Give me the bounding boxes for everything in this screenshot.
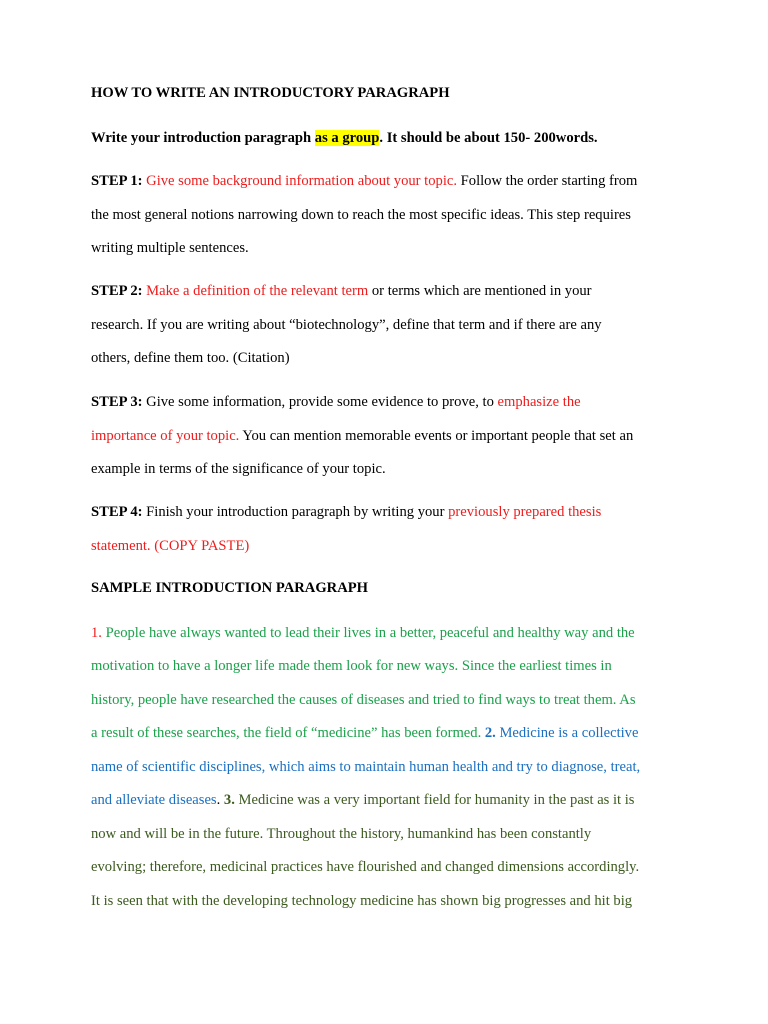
step-2-line-1: [91, 282, 592, 300]
step-1-text: Follow the order starting from: [457, 173, 638, 189]
step-3-label: STEP 3:: [91, 394, 143, 410]
step-4-line-2: statement. (COPY PASTE): [91, 538, 250, 554]
document-title: HOW TO WRITE AN INTRODUCTORY PARAGRAPH: [91, 85, 450, 101]
sample-heading: SAMPLE INTRODUCTION PARAGRAPH: [91, 580, 369, 596]
sample-text-6-blue: and alleviate diseases: [91, 792, 217, 808]
step-3-line-1: [91, 393, 581, 411]
sample-line-1: [91, 624, 635, 642]
intro-instruction: [91, 129, 598, 147]
step-2-line-2: research. If you are writing about “biotechnology”, define that term and if there are any: [91, 317, 602, 333]
sample-line-3: history, people have researched the causes of diseases and tried to find ways to treat them. As: [91, 692, 636, 708]
step-1-red-text: Give some background information about your topic.: [146, 173, 458, 189]
step-3-red-text: emphasize the: [497, 394, 581, 410]
step-4-label: STEP 4:: [91, 504, 143, 520]
step-3-text-cont: You can mention memorable events or important people that set an: [239, 428, 634, 444]
step-3-line-2: [91, 427, 633, 445]
sample-line-6: [91, 791, 635, 809]
sentence-number-3: 3.: [220, 792, 235, 808]
step-3-text: Give some information, provide some evidence to prove, to: [142, 394, 498, 410]
step-2-line-3: others, define them too. (Citation): [91, 350, 290, 366]
sample-text-6-olive: Medicine was a very important field for humanity in the past as it is: [234, 792, 635, 808]
sample-line-9: It is seen that with the developing technology medicine has shown big progresses and hit big: [91, 893, 633, 909]
intro-text-before: Write your introduction paragraph: [91, 130, 315, 146]
sample-text-6-dot: .: [216, 792, 221, 808]
sample-text-4-green: a result of these searches, the field of “medicine” has been formed.: [91, 725, 482, 741]
step-2-label: STEP 2:: [91, 283, 143, 299]
step-4-line-1: [91, 503, 601, 521]
intro-text-after: . It should be about 150- 200words.: [379, 130, 598, 146]
sample-line-4: [91, 724, 638, 742]
step-1-line-1: [91, 172, 637, 190]
step-4-red-text: previously prepared thesis: [448, 504, 602, 520]
sample-text-4-blue: Medicine is a collective: [495, 725, 639, 741]
step-4-text: Finish your introduction paragraph by writing your: [142, 504, 449, 520]
step-1-line-3: writing multiple sentences.: [91, 240, 249, 256]
step-1-line-2: the most general notions narrowing down to reach the most specific ideas. This step requires: [91, 207, 631, 223]
sentence-number-2: 2.: [481, 725, 496, 741]
sample-text-1: People have always wanted to lead their lives in a better, peaceful and healthy way and the: [101, 625, 635, 641]
step-3-red-text-cont: importance of your topic.: [91, 428, 240, 444]
step-2-red-text: Make a definition of the relevant term: [146, 283, 369, 299]
step-1-label: STEP 1:: [91, 173, 143, 189]
sample-line-2: motivation to have a longer life made them look for new ways. Since the earliest times in: [91, 658, 612, 674]
sample-line-8: evolving; therefore, medicinal practices have flourished and changed dimensions accordingly.: [91, 859, 640, 875]
sample-line-5: name of scientific disciplines, which aims to maintain human health and try to diagnose, treat,: [91, 759, 641, 775]
sentence-number-1: 1.: [91, 625, 102, 641]
step-3-line-3: example in terms of the significance of your topic.: [91, 461, 386, 477]
intro-highlight: as a group: [314, 130, 380, 146]
sample-line-7: now and will be in the future. Throughout the history, humankind has been constantly: [91, 826, 592, 842]
step-2-text: or terms which are mentioned in your: [368, 283, 592, 299]
